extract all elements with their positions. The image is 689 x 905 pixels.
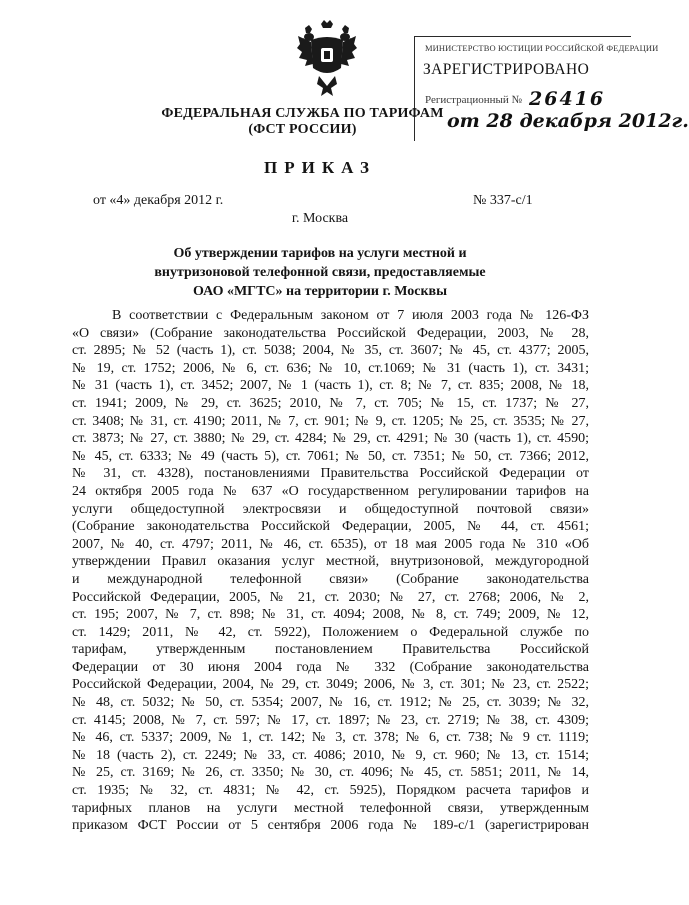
body-line: Российской Федерации, 2004, № 29, ст. 3049; 2006, № 3, ст. 301; № 23, ст. 2522; (72, 677, 589, 693)
agency-short-name: (ФСТ РОССИИ) (248, 122, 357, 137)
double-headed-eagle-icon (297, 20, 357, 96)
body-line: № 46, ст. 5337; 2009, № 1, ст. 142; № 3, ст. 378; № 6, ст. 738; № 9 ст. 1119; (72, 730, 589, 746)
body-line: тарифных планов на услуги местной телефонной связи, утвержденным (72, 800, 589, 816)
stamp-number-label: Регистрационный № (425, 94, 523, 106)
order-number: № 337-с/1 (473, 193, 533, 208)
body-paragraph (72, 307, 589, 835)
body-line: № 19, ст. 1752; 2006, № 6, ст. 636; № 10, ст.1069; № 31 (часть 1), ст. 3431; (72, 360, 589, 376)
body-line: ст. 195; 2007, № 7, ст. 898; № 31, ст. 4094; 2008, № 8, ст. 749; 2009, № 12, (72, 607, 589, 623)
body-line: № 45, ст. 6333; № 49 (часть 5), ст. 7061; № 50, ст. 7351; № 50, ст. 7366; 2012, (72, 448, 589, 464)
body-line: № 31 (часть 1), ст. 3452; 2007, № 1 (часть 1), ст. 8; № 7, ст. 835; 2008, № 18, (72, 378, 589, 394)
body-line: приказом ФСТ России от 5 сентября 2006 года № 189-с/1 (зарегистрирован (72, 818, 589, 834)
order-date: от «4» декабря 2012 г. (93, 193, 224, 208)
body-line: Российской Федерации, 2005, № 21, ст. 2030; № 27, ст. 2768; 2006, № 2, (72, 589, 589, 605)
subject-line: Об утверждении тарифов на услуги местной и (173, 246, 467, 261)
body-line: ст. 1429; 2011, № 42, ст. 5922), Положением о Федеральной службе по (72, 624, 589, 640)
body-line: ст. 1941; 2009, № 29, ст. 3625; 2010, № 7, ст. 705; № 15, ст. 1737; № 27, (72, 395, 589, 411)
body-line: № 25, ст. 3169; № 26, ст. 3350; № 30, ст. 4096; № 45, ст. 5851; 2011, № 14, (72, 765, 589, 781)
body-line: ст. 3873; № 27, ст. 3880; № 29, ст. 4284; № 29, ст. 4291; № 30 (часть 1), ст. 4590; (72, 431, 589, 447)
body-line: Федерации от 30 июня 2004 года № 332 (Собрание законодательства (72, 659, 589, 675)
body-line: 24 октября 2005 года № 637 «О государственном регулировании тарифов на (72, 483, 589, 499)
stamp-ministry: МИНИСТЕРСТВО ЮСТИЦИИ РОССИЙСКОЙ ФЕДЕРАЦИИ (425, 43, 659, 53)
body-line: и международной телефонной связи» (Собрание законодательства (72, 571, 589, 587)
body-line: ст. 4145; 2008, № 7, ст. 597; № 17, ст. 1897; № 23, ст. 2719; № 38, ст. 4309; (72, 712, 589, 728)
body-line: 2007, № 40, ст. 4797; 2011, № 46, ст. 6535), от 18 мая 2005 года № 310 «Об (72, 536, 589, 552)
body-line: ст. 2895; № 52 (часть 1), ст. 5038; 2004, № 35, ст. 3607; № 45, ст. 4377; 2005, (72, 343, 589, 359)
stamp-registration-date: от 28 декабря 2012г. (447, 110, 689, 132)
subject-line: внутризоновой телефонной связи, предоставляемые (154, 265, 486, 280)
body-line: В соответствии с Федеральным законом от 7 июля 2003 года № 126-ФЗ (112, 308, 589, 323)
body-line: ст. 3408; № 31, ст. 4190; 2011, № 7, ст. 901; № 9, ст. 1205; № 25, ст. 3535; № 27, (72, 413, 589, 429)
body-line: ст. 1935; № 32, ст. 4831; № 42, ст. 5925), Порядком расчета тарифов и (72, 783, 589, 799)
order-city: г. Москва (291, 211, 349, 226)
agency-name: ФЕДЕРАЛЬНАЯ СЛУЖБА ПО ТАРИФАМ (161, 106, 444, 121)
body-line: услуги общедоступной электросвязи и общедоступной почтовой связи» (72, 501, 589, 517)
stamp-registered: ЗАРЕГИСТРИРОВАНО (423, 61, 590, 78)
body-line: № 31, ст. 4328), постановлениями Правительства Российской Федерации от (72, 466, 589, 482)
body-line: (Собрание законодательства Российской Федерации, 2005, № 44, ст. 4561; (72, 519, 589, 535)
body-line: № 48, ст. 5032; № 50, ст. 5354; 2007, № 16, ст. 1912; № 25, ст. 3039; № 32, (72, 695, 589, 711)
body-line: «О связи» (Собрание законодательства Российской Федерации, 2003, № 28, (72, 325, 589, 341)
body-line: тарифам, утвержденным постановлением Правительства Российской (72, 642, 589, 658)
stamp-registration-number: 26416 (529, 88, 606, 110)
subject-line: ОАО «МГТС» на территории г. Москвы (192, 284, 448, 299)
body-line: утверждении Правил оказания услуг местной, внутризоновой, междугородной (72, 554, 589, 570)
document-title: ПРИКАЗ (264, 158, 376, 177)
body-line: № 18 (часть 2), ст. 2249; № 33, ст. 4086; 2010, № 9, ст. 960; № 13, ст. 1514; (72, 747, 589, 763)
order-subject (0, 244, 640, 301)
